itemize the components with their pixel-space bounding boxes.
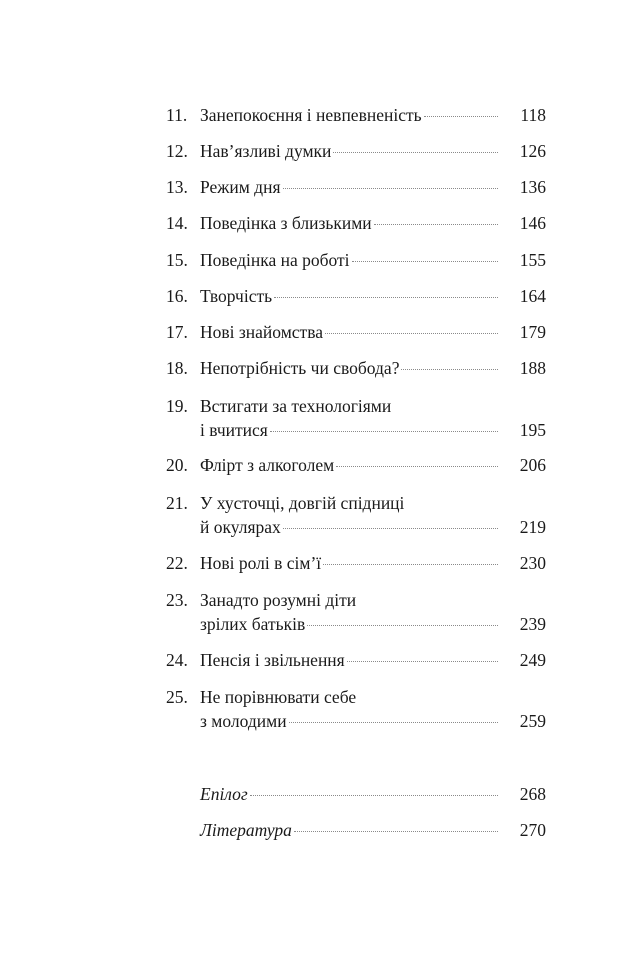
toc-entry-page: 164 — [519, 286, 546, 306]
toc-entry-title: Нав’язливі думки — [200, 141, 332, 161]
toc-entry-number: 19. — [166, 396, 188, 416]
toc-entry-page: 219 — [519, 517, 546, 537]
toc-entry-title: Епілог — [200, 784, 248, 804]
toc-entry-title: Встигати за технологіями — [200, 396, 392, 416]
toc-entry-page: 206 — [519, 455, 546, 475]
toc-entry-title: Нові ролі в сім’ї — [200, 553, 322, 573]
dot-leader — [294, 831, 498, 832]
toc-entry-19 — [166, 394, 546, 442]
dot-leader — [352, 261, 498, 262]
toc-entry-title-continued: з молодими — [200, 711, 287, 731]
toc-entry-number: 11. — [166, 105, 188, 125]
toc-entry-number: 15. — [166, 250, 188, 270]
toc-entry-number: 17. — [166, 322, 188, 342]
toc-entry-number: 22. — [166, 553, 188, 573]
toc-entry-13 — [166, 175, 546, 199]
toc-entry-number: 20. — [166, 455, 188, 475]
toc-entry-22 — [166, 551, 546, 575]
toc-entry-25 — [166, 685, 546, 733]
dot-leader — [289, 722, 498, 723]
toc-entry-title: Режим дня — [200, 177, 281, 197]
toc-entry-16 — [166, 284, 546, 308]
toc-entry-title: Не порівнювати себе — [200, 687, 357, 707]
toc-entry-17 — [166, 320, 546, 344]
toc-entry-title: Література — [200, 820, 292, 840]
toc-entry-page: 188 — [519, 358, 546, 378]
dot-leader — [283, 528, 498, 529]
toc-entry-14 — [166, 211, 546, 235]
toc-entry-number: 13. — [166, 177, 188, 197]
toc-entry-number: 14. — [166, 213, 188, 233]
toc-entry-page: 118 — [520, 105, 546, 125]
toc-entry-page: 136 — [519, 177, 546, 197]
dot-leader — [424, 116, 498, 117]
toc-entry-number: 25. — [166, 687, 188, 707]
toc-entry-page: 270 — [519, 820, 546, 840]
dot-leader — [325, 333, 498, 334]
toc-entry-page: 155 — [519, 250, 546, 270]
toc-entry-page: 268 — [519, 784, 546, 804]
toc-entry-title-continued: й окулярах — [200, 517, 281, 537]
toc-entry-title: Занадто розумні діти — [200, 590, 357, 610]
toc-entry-page: 249 — [519, 650, 546, 670]
toc-entry-page: 146 — [519, 213, 546, 233]
dot-leader — [333, 152, 498, 153]
dot-leader — [250, 795, 498, 796]
toc-entry-21 — [166, 491, 546, 539]
toc-entry-23 — [166, 588, 546, 636]
toc-entry-title: Непотрібність чи свобода? — [200, 358, 400, 378]
toc-entry-18 — [166, 356, 546, 380]
toc-entry-title: Занепокоєння і невпевненість — [200, 105, 422, 125]
toc-entry-title: У хусточці, довгій спідниці — [200, 493, 405, 513]
toc-entry-title-continued: і вчитися — [200, 420, 268, 440]
dot-leader — [283, 188, 499, 189]
toc-entry-number: 21. — [166, 493, 188, 513]
toc-entry-title: Творчість — [200, 286, 273, 306]
dot-leader — [336, 466, 498, 467]
toc-entry-page: 179 — [519, 322, 546, 342]
toc-entry-20 — [166, 453, 546, 477]
toc-entry-page: 239 — [519, 614, 546, 634]
toc-entry-number: 18. — [166, 358, 188, 378]
toc-entry-number: 24. — [166, 650, 188, 670]
toc-entry-15 — [166, 248, 546, 272]
toc-entry-24 — [166, 648, 546, 672]
dot-leader — [274, 297, 498, 298]
toc-entry-literature — [166, 818, 546, 842]
dot-leader — [307, 625, 498, 626]
toc-entry-number: 12. — [166, 141, 188, 161]
toc-entry-epilogue — [166, 782, 546, 806]
toc-entry-page: 126 — [519, 141, 546, 161]
dot-leader — [270, 431, 498, 432]
toc-entry-number: 23. — [166, 590, 188, 610]
toc-entry-title: Поведінка на роботі — [200, 250, 350, 270]
toc-entry-number: 16. — [166, 286, 188, 306]
dot-leader — [347, 661, 498, 662]
toc-entry-title: Поведінка з близькими — [200, 213, 372, 233]
toc-entry-11 — [166, 103, 546, 127]
toc-entry-title: Пенсія і звільнення — [200, 650, 345, 670]
toc-entry-page: 230 — [519, 553, 546, 573]
toc-entry-page: 259 — [519, 711, 546, 731]
toc-entry-page: 195 — [519, 420, 546, 440]
dot-leader — [401, 369, 498, 370]
toc-entry-title: Флірт з алкоголем — [200, 455, 335, 475]
toc-entry-title-continued: зрілих батьків — [200, 614, 306, 634]
dot-leader — [323, 564, 498, 565]
toc-entry-title: Нові знайомства — [200, 322, 324, 342]
toc-entry-12 — [166, 139, 546, 163]
dot-leader — [374, 224, 498, 225]
